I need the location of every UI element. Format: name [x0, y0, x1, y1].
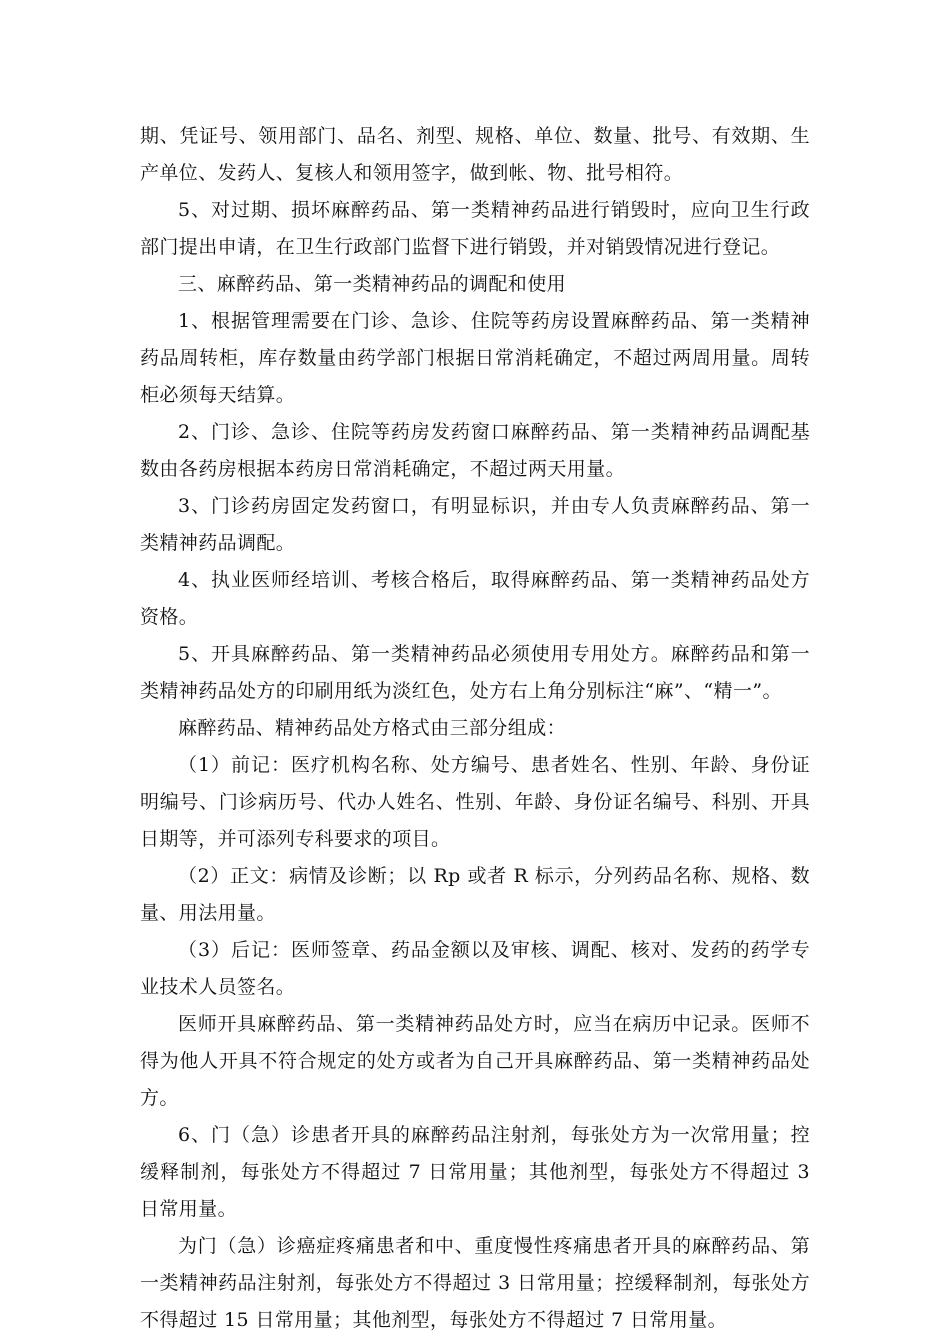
paragraph-15: 为门（急）诊癌症疼痛患者和中、重度慢性疼痛患者开具的麻醉药品、第一类精神药品注射剂，每张处方不得超过 3 日常用量；控缓释制剂，每张处方不得超过 15 日常用量；其他剂型，每张处方不得超过 7 日常用量。: [140, 1235, 810, 1331]
paragraph-5: 2、门诊、急诊、住院等药房发药窗口麻醉药品、第一类精神药品调配基数由各药房根据本药房日常消耗确定，不超过两天用量。: [140, 421, 810, 480]
section-heading: 三、麻醉药品、第一类精神药品的调配和使用: [178, 273, 567, 295]
paragraph-10: （1）前记：医疗机构名称、处方编号、患者姓名、性别、年龄、身份证明编号、门诊病历号、代办人姓名、性别、年龄、身份证名编号、科别、开具日期等，并可添列专科要求的项目。: [140, 754, 810, 850]
paragraph-2: 5、对过期、损坏麻醉药品、第一类精神药品进行销毁时，应向卫生行政部门提出申请，在卫生行政部门监督下进行销毁，并对销毁情况进行登记。: [140, 199, 810, 258]
paragraph-4: 1、根据管理需要在门诊、急诊、住院等药房设置麻醉药品、第一类精神药品周转柜，库存数量由药学部门根据日常消耗确定，不超过两周用量。周转柜必须每天结算。: [140, 310, 810, 406]
document-body: [140, 118, 810, 1339]
paragraph-8: 5、开具麻醉药品、第一类精神药品必须使用专用处方。麻醉药品和第一类精神药品处方的印刷用纸为淡红色，处方右上角分别标注“麻”、“精一”。: [140, 643, 810, 702]
paragraph-12: （3）后记：医师签章、药品金额以及审核、调配、核对、发药的药学专业技术人员签名。: [140, 939, 810, 998]
paragraph-6: 3、门诊药房固定发药窗口，有明显标识，并由专人负责麻醉药品、第一类精神药品调配。: [140, 495, 810, 554]
paragraph-7: 4、执业医师经培训、考核合格后，取得麻醉药品、第一类精神药品处方资格。: [140, 569, 810, 628]
paragraph-1: 期、凭证号、领用部门、品名、剂型、规格、单位、数量、批号、有效期、生产单位、发药人、复核人和领用签字，做到帐、物、批号相符。: [140, 125, 810, 184]
paragraph-13: 医师开具麻醉药品、第一类精神药品处方时，应当在病历中记录。医师不得为他人开具不符合规定的处方或者为自己开具麻醉药品、第一类精神药品处方。: [140, 1013, 810, 1109]
paragraph-9: 麻醉药品、精神药品处方格式由三部分组成：: [178, 717, 567, 739]
paragraph-11: （2）正文：病情及诊断；以 Rp 或者 R 标示，分列药品名称、规格、数量、用法用量。: [140, 865, 810, 924]
paragraph-14: 6、门（急）诊患者开具的麻醉药品注射剂，每张处方为一次常用量；控缓释制剂，每张处方不得超过 7 日常用量；其他剂型，每张处方不得超过 3 日常用量。: [140, 1124, 810, 1220]
